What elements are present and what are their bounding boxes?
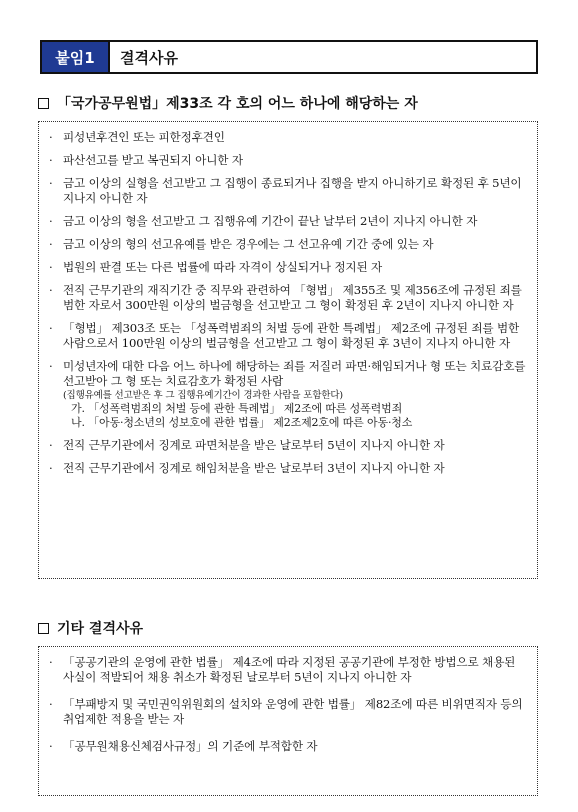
- section2-heading-text: 기타 결격사유: [57, 621, 144, 637]
- bullet-icon: ·: [49, 359, 53, 373]
- list-item: · 금고 이상의 실형을 선고받고 그 집행이 종료되거나 집행을 받지 아니하기로 확정된 후 5년이 지나지 아니한 자: [49, 176, 522, 205]
- checkbox-icon: [38, 98, 49, 109]
- bullet-icon: ·: [49, 697, 53, 711]
- page-title: 결격사유: [120, 48, 178, 67]
- bullet-icon: ·: [49, 655, 53, 669]
- list-item: · 금고 이상의 형을 선고받고 그 집행유예 기간이 끝난 날부터 2년이 지나지 아니한 자: [49, 214, 478, 228]
- minor-note: (집행유예를 선고받은 후 그 집행유예기간이 경과한 사람을 포함한다): [63, 390, 343, 401]
- bullet-icon: ·: [49, 739, 53, 753]
- section1-heading-text: 「국가공무원법」제33조 각 호의 어느 하나에 해당하는 자: [57, 96, 418, 112]
- bullet-icon: ·: [49, 130, 53, 144]
- list-item: · 「공무원채용신체검사규정」의 기준에 부적합한 자: [49, 739, 318, 753]
- bullet-icon: ·: [49, 176, 53, 190]
- list-item: · 「형법」 제303조 또는 「성폭력범죄의 처벌 등에 관한 특례법」 제2조에 규정된 죄를 범한 사람으로서 100만원 이상의 벌금형을 선고받고 그 형이 확정된 후 3년이 지나지 아니한 자: [49, 321, 520, 350]
- list-item: · 전직 근무기관의 재직기간 중 직무와 관련하여 「형법」 제355조 및 제356조에 규정된 죄를 범한 자로서 300만원 이상의 벌금형을 선고받고 그 형이 확정된 후 2년이 지나지 아니한 자: [49, 283, 522, 312]
- section2-heading: [38, 618, 143, 638]
- list-item: · 금고 이상의 형의 선고유예를 받은 경우에는 그 선고유예 기간 중에 있는 자: [49, 237, 434, 251]
- attachment-tag: 붙임1: [42, 42, 110, 72]
- bullet-icon: ·: [49, 321, 53, 335]
- bullet-icon: ·: [49, 461, 53, 475]
- section1-heading: [38, 93, 418, 113]
- section1-box: [38, 121, 538, 579]
- list-item: · 전직 근무기관에서 징계로 파면처분을 받은 날로부터 5년이 지나지 아니한 자: [49, 438, 445, 452]
- section2-box: [38, 646, 538, 796]
- list-item: · 전직 근무기관에서 징계로 해임처분을 받은 날로부터 3년이 지나지 아니한 자: [49, 461, 445, 475]
- bullet-icon: ·: [49, 214, 53, 228]
- bullet-icon: ·: [49, 237, 53, 251]
- sub-item-b: 나. 「아동·청소년의 성보호에 관한 법률」 제2조제2호에 따른 아동·청소: [71, 416, 413, 429]
- checkbox-icon: [38, 623, 49, 634]
- bullet-icon: ·: [49, 438, 53, 452]
- bullet-icon: ·: [49, 153, 53, 167]
- list-item: · 「공공기관의 운영에 관한 법률」 제4조에 따라 지정된 공공기관에 부정한 방법으로 채용된 사실이 적발되어 채용 취소가 확정된 날로부터 5년이 지나지 아니한 자: [49, 655, 516, 684]
- bullet-icon: ·: [49, 283, 53, 297]
- bullet-icon: ·: [49, 260, 53, 274]
- list-item: · 피성년후견인 또는 피한정후견인: [49, 130, 225, 144]
- list-item-minor: · 미성년자에 대한 다음 어느 하나에 해당하는 죄를 저질러 파면·해임되거나 형 또는 치료감호를 선고받아 그 형 또는 치료감호가 확정된 사람 (집행유예를 선고받은 후 그 집행유예기간이 경과한 사람을 포함한다) 가. 「성폭력범죄의 처벌 등에 관한 특례법」 제2조에 따른 성폭력범죄 나. 「아동·청소년의 성보호에 관한 법률」 제2조제2호에 따른 아동·청소: [49, 359, 526, 429]
- title-bar: [40, 40, 538, 74]
- list-item: · 파산선고를 받고 복권되지 아니한 자: [49, 153, 243, 167]
- list-item: · 법원의 판결 또는 다른 법률에 따라 자격이 상실되거나 정지된 자: [49, 260, 383, 274]
- list-item: · 「부패방지 및 국민권익위원회의 설치와 운영에 관한 법률」 제82조에 따른 비위면직자 등의 취업제한 적용을 받는 자: [49, 697, 523, 726]
- sub-item-a: 가. 「성폭력범죄의 처벌 등에 관한 특례법」 제2조에 따른 성폭력범죄: [71, 402, 403, 415]
